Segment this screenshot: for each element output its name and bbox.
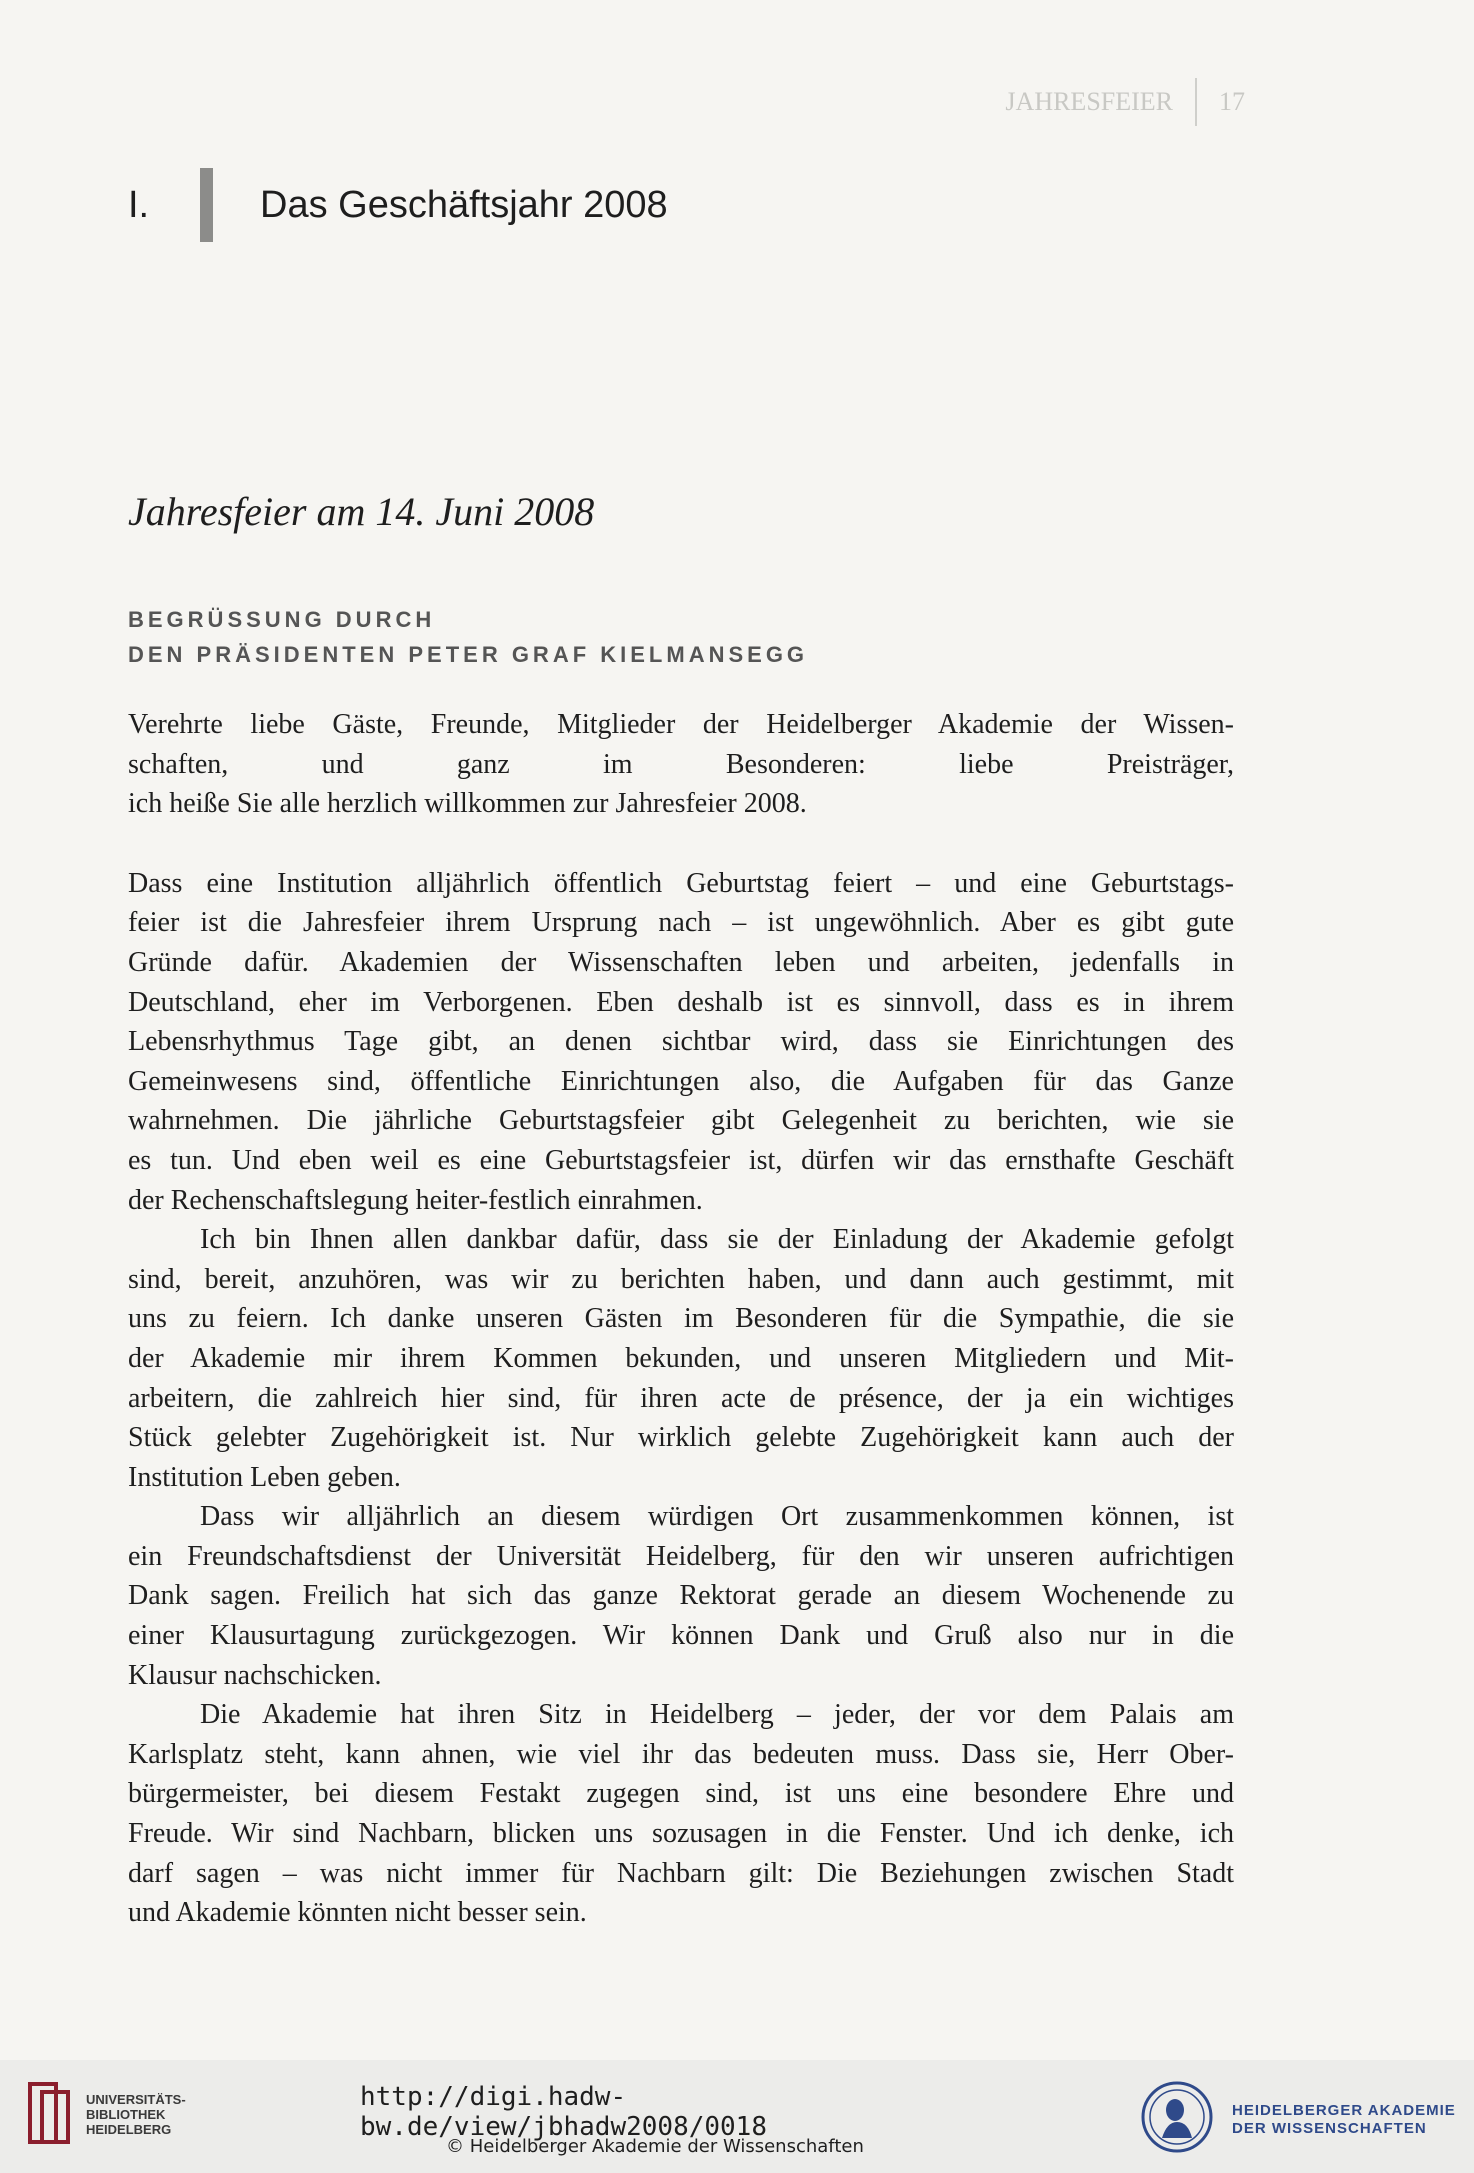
copyright-notice: © Heidelberger Akademie der Wissenschaften <box>446 2136 864 2157</box>
text-line: Dass eine Institution alljährlich öffentlich Geburtstag feiert – und eine Geburtstags- <box>128 867 1234 899</box>
text-line: Deutschland, eher im Verborgenen. Eben deshalb ist es sinnvoll, dass es in ihrem <box>128 986 1234 1018</box>
text-line: arbeitern, die zahlreich hier sind, für ihren acte de présence, der ja ein wichtiges <box>128 1382 1234 1414</box>
text-line: der Akademie mir ihrem Kommen bekunden, und unseren Mitgliedern und Mit- <box>128 1342 1234 1374</box>
document-url[interactable]: http://digi.hadw-bw.de/view/jbhadw2008/0018 <box>360 2082 767 2142</box>
academy-name[interactable]: HEIDELBERGER AKADEMIE DER WISSENSCHAFTEN <box>1232 2102 1456 2137</box>
university-library-logo-icon <box>28 2082 82 2146</box>
paragraph <box>128 1497 1234 1695</box>
text-line: Gründe dafür. Akademien der Wissenschaften leben und arbeiten, jedenfalls in <box>128 946 1234 978</box>
text-line: Institution Leben geben. <box>128 1461 401 1493</box>
text-line: der Rechenschaftslegung heiter-festlich einrahmen. <box>128 1184 703 1216</box>
chapter-title: Das Geschäftsjahr 2008 <box>260 184 668 226</box>
paragraph <box>128 705 1234 824</box>
text-line: bürgermeister, bei diesem Festakt zugegen sind, ist uns eine besondere Ehre und <box>128 1778 1234 1810</box>
viewer-footer <box>0 2060 1474 2173</box>
text-line: einer Klausurtagung zurückgezogen. Wir können Dank und Gruß also nur in die <box>128 1620 1234 1652</box>
running-head-title: JAHRESFEIER <box>1005 87 1173 116</box>
paragraph <box>128 1220 1234 1497</box>
text-line: und Akademie könnten nicht besser sein. <box>128 1897 587 1929</box>
text-line: ein Freundschaftsdienst der Universität Heidelberg, für den wir unseren aufrichtigen <box>128 1540 1234 1572</box>
text-line: Ich bin Ihnen allen dankbar dafür, dass sie der Einladung der Akademie gefolgt <box>200 1224 1234 1256</box>
paragraph <box>128 1695 1234 1933</box>
text-line: ich heiße Sie alle herzlich willkommen zur Jahresfeier 2008. <box>128 788 807 820</box>
page-number: 17 <box>1219 87 1245 116</box>
text-line: Stück gelebter Zugehörigkeit ist. Nur wirklich gelebte Zugehörigkeit kann auch der <box>128 1422 1234 1454</box>
section-title: Jahresfeier am 14. Juni 2008 <box>128 489 595 534</box>
text-line: Verehrte liebe Gäste, Freunde, Mitglieder der Heidelberger Akademie der Wissen- <box>128 709 1234 740</box>
running-head <box>905 82 1245 122</box>
text-line: Dass wir alljährlich an diesem würdigen Ort zusammenkommen können, ist <box>200 1501 1234 1533</box>
text-line: uns zu feiern. Ich danke unseren Gästen im Besonderen für die Sympathie, die sie <box>128 1303 1234 1335</box>
text-line: Dank sagen. Freilich hat sich das ganze Rektorat gerade an diesem Wochenende zu <box>128 1580 1234 1612</box>
academy-seal-icon <box>1140 2080 1214 2154</box>
text-line: wahrnehmen. Die jährliche Geburtstagsfeier gibt Gelegenheit zu berichten, wie sie <box>128 1105 1234 1137</box>
text-line: darf sagen – was nicht immer für Nachbarn gilt: Die Beziehungen zwischen Stadt <box>128 1857 1234 1889</box>
text-line: sind, bereit, anzuhören, was wir zu berichten haben, und dann auch gestimmt, mit <box>128 1263 1234 1295</box>
paragraph <box>128 864 1234 1220</box>
text-line: Lebensrhythmus Tage gibt, an denen sichtbar wird, dass sie Einrichtungen des <box>128 1026 1234 1058</box>
body-text <box>128 705 1234 1933</box>
subheading-line-2: DEN PRÄSIDENTEN PETER GRAF KIELMANSEGG <box>128 642 809 667</box>
chapter-number: I. <box>128 184 150 226</box>
library-name: UNIVERSITÄTS- BIBLIOTHEK HEIDELBERG <box>86 2092 186 2137</box>
text-line: Klausur nachschicken. <box>128 1659 382 1691</box>
text-line: Karlsplatz steht, kann ahnen, wie viel ihr das bedeuten muss. Dass sie, Herr Ober- <box>128 1738 1234 1770</box>
text-line: es tun. Und eben weil es eine Geburtstagsfeier ist, dürfen wir das ernsthafte Geschäft <box>128 1144 1234 1176</box>
text-line: Freude. Wir sind Nachbarn, blicken uns sozusagen in die Fenster. Und ich denke, ich <box>128 1818 1234 1850</box>
text-line: Die Akademie hat ihren Sitz in Heidelberg – jeder, der vor dem Palais am <box>200 1699 1234 1731</box>
subheading-line-1: BEGRÜSSUNG DURCH <box>128 607 436 632</box>
text-line: feier ist die Jahresfeier ihrem Ursprung nach – ist ungewöhnlich. Aber es gibt gute <box>128 907 1234 939</box>
running-head-divider <box>1195 78 1197 126</box>
text-line: schaften, und ganz im Besonderen: liebe Preisträger, <box>128 748 1234 780</box>
text-line: Gemeinwesens sind, öffentliche Einrichtungen also, die Aufgaben für das Ganze <box>128 1065 1234 1097</box>
chapter-divider-bar <box>200 168 213 242</box>
